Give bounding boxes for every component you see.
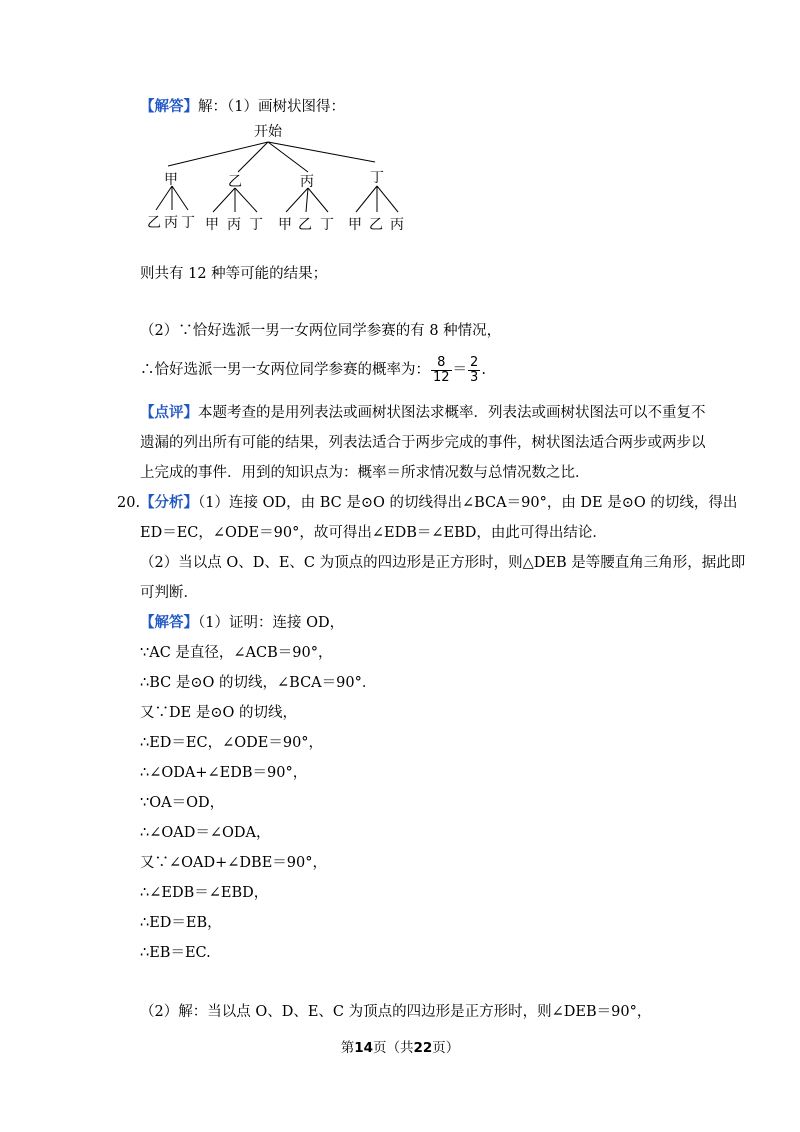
tree-leaf: 丁 <box>249 217 263 233</box>
tree-node-bing: 丙 <box>300 174 314 190</box>
proof-step: ∵AC 是直径，∠ACB＝90°， <box>140 645 333 661</box>
tree-leaf: 乙 <box>147 215 161 231</box>
proof-step: ∴ED＝EC，∠ODE＝90°， <box>140 735 324 751</box>
probability-line <box>140 350 486 390</box>
probability-prefix: ∴恰好选派一男一女两位同学参赛的概率为： <box>140 362 430 378</box>
q20-solution-tag: 【解答】 <box>140 614 198 631</box>
total-pages: 22 <box>413 1040 433 1056</box>
question-number: 20. <box>117 495 141 511</box>
tree-leaf: 甲 <box>205 217 219 233</box>
tree-node-jia: 甲 <box>164 172 178 188</box>
probability-suffix: . <box>481 362 486 378</box>
tree-leaf: 乙 <box>298 217 312 233</box>
tree-node-ding: 丁 <box>370 170 384 186</box>
comment-line-3: 上完成的事件．用到的知识点为：概率＝所求情况数与总情况数之比． <box>140 465 590 481</box>
footer-middle: 页（共 <box>373 1040 414 1056</box>
total-outcomes-line: 则共有 12 种等可能的结果； <box>140 266 328 282</box>
fraction-2-3 <box>468 356 480 385</box>
proof-step: ∴EB＝EC. <box>140 945 211 961</box>
proof-step: ∵OA＝OD， <box>140 795 225 811</box>
proof-step: ∴ED＝EB， <box>140 915 222 931</box>
footer-prefix: 第 <box>340 1040 355 1056</box>
part2-line: （2）∵恰好选派一男一女两位同学参赛的有 8 种情况， <box>140 323 502 339</box>
solution-tag: 【解答】 <box>140 98 198 115</box>
tree-leaf: 丙 <box>390 217 404 233</box>
proof-step: 又∵DE 是⊙O 的切线， <box>140 705 297 721</box>
tree-leaf: 甲 <box>278 217 292 233</box>
tree-leaf: 丁 <box>320 217 334 233</box>
solution-line-1 <box>140 97 345 117</box>
analysis-line-2: ED＝EC，∠ODE＝90°，故可得出∠EDB＝∠EBD，由此可得出结论． <box>140 525 607 541</box>
comment-line-2: 遗漏的列出所有可能的结果，列表法适合于两步完成的事件，树状图法适合两步或两步以 <box>140 435 706 451</box>
tree-leaf: 丙 <box>164 215 178 231</box>
page-number: 14 <box>354 1040 373 1056</box>
q20-solution-text: （1）证明：连接 OD， <box>198 615 345 631</box>
tree-leaf: 丙 <box>227 217 241 233</box>
proof-step: ∴∠ODA+∠EDB＝90°， <box>140 765 308 781</box>
solution-text: 解：（1）画树状图得： <box>198 99 345 115</box>
tree-leaf: 甲 <box>348 217 362 233</box>
fraction-8-12 <box>431 356 452 385</box>
tree-leaf: 乙 <box>369 217 383 233</box>
tree-diagram <box>147 122 420 237</box>
fraction-numerator: 2 <box>470 354 479 370</box>
analysis-line-3: （2）当以点 O、D、E、C 为顶点的四边形是正方形时，则△DEB 是等腰直角三角形，据此即 <box>140 555 746 571</box>
tree-node-yi: 乙 <box>228 174 242 190</box>
tree-root: 开始 <box>254 124 282 140</box>
page-footer <box>0 1036 800 1056</box>
footer-suffix: 页） <box>432 1040 460 1056</box>
comment-text-1: 本题考查的是用列表法或画树状图法求概率．列表法或画树状图法可以不重复不 <box>198 405 706 421</box>
equals-sign: ＝ <box>452 362 468 378</box>
analysis-line-1 <box>140 493 737 513</box>
analysis-text-1: （1）连接 OD，由 BC 是⊙O 的切线得出∠BCA＝90°，由 DE 是⊙O 的切线，得出 <box>198 495 738 511</box>
part2-solution-line: （2）解：当以点 O、D、E、C 为顶点的四边形是正方形时，则∠DEB＝90°， <box>140 1004 652 1020</box>
proof-step: ∴BC 是⊙O 的切线，∠BCA＝90°． <box>140 675 377 691</box>
comment-line-1 <box>140 403 706 423</box>
tree-leaf: 丁 <box>181 215 195 231</box>
proof-step: ∴∠OAD＝∠ODA， <box>140 825 271 841</box>
fraction-denominator: 3 <box>470 369 479 385</box>
q20-solution-line <box>140 613 344 633</box>
fraction-denominator: 12 <box>433 369 450 385</box>
comment-tag: 【点评】 <box>140 404 198 421</box>
proof-step: 又∵∠OAD+∠DBE＝90°， <box>140 855 327 871</box>
analysis-tag: 【分析】 <box>140 494 198 511</box>
proof-step: ∴∠EDB＝∠EBD， <box>140 885 269 901</box>
fraction-numerator: 8 <box>431 356 452 371</box>
analysis-line-4: 可判断． <box>140 585 198 601</box>
